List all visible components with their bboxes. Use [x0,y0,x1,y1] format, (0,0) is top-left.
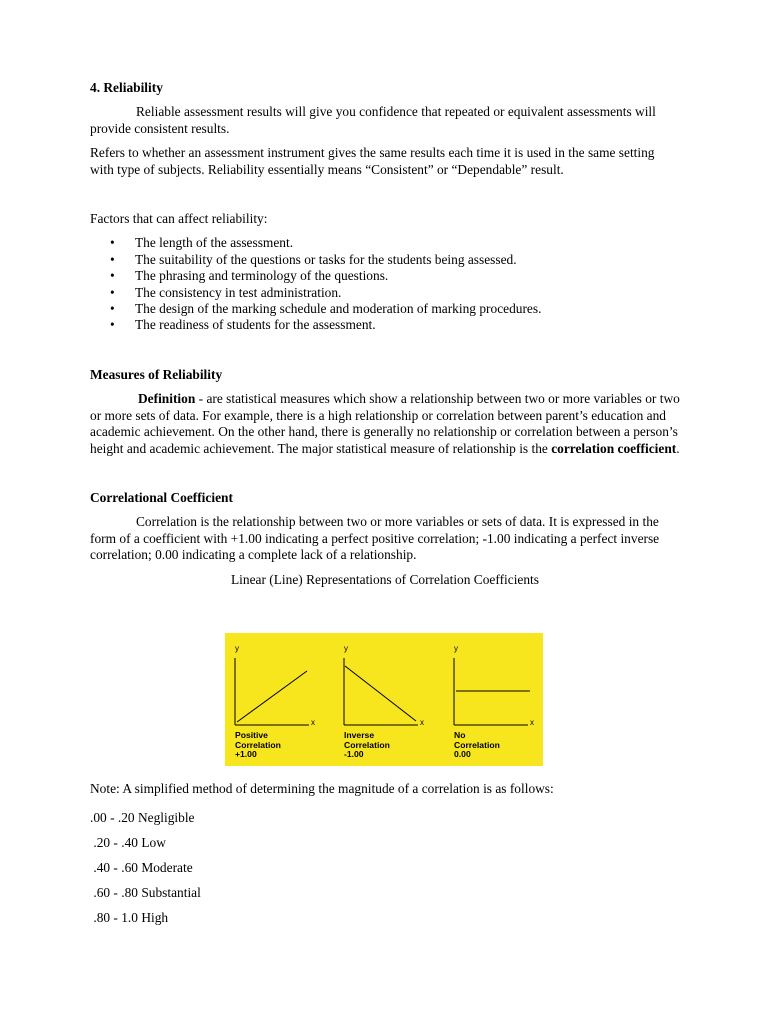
bullet-icon: • [110,235,115,251]
list-item: • The suitability of the questions or tasks for the students being assessed. [110,251,517,267]
panel-label-positive: Positive Correlation +1.00 [235,730,281,759]
magnitude-section [90,781,680,930]
list-item: • The consistency in test administration. [110,284,342,300]
definition-term: Definition [138,391,196,407]
bullet-icon: • [110,268,115,284]
x-axis-label: x [530,718,534,727]
factors-heading: Factors that can affect reliability: [90,211,268,227]
x-axis-label: x [420,718,424,727]
definition-paragraph: Definition - are statistical measures which show a relationship between two or more variables or two or more sets of data. For example, there is a high relationship or correlation between parent’s education and academic achievement. On the other hand, there is generally no relationship or correlation between a person’s height and academic achievement. The major statistical measure of relationship is the correlation coefficient. [90,391,680,456]
bullet-icon: • [110,301,115,317]
factors-list [90,235,680,333]
y-axis-label: y [454,644,458,653]
y-axis-label: y [235,644,239,653]
list-item: • The length of the assessment. [110,235,294,251]
panel-label-none: No Correlation 0.00 [454,730,500,759]
corr-paragraph: Correlation is the relationship between two or more variables or sets of data. It is expressed in the form of a coefficient with +1.00 indicating a perfect positive correlation; -1.00 indicating a perfect inverse correlation; 0.00 indicating a complete lack of a relationship. [90,514,660,563]
refers-paragraph: Refers to whether an assessment instrument gives the same results each time it is used in the same setting with type of subjects. Reliability essentially means “Consistent” or “Dependable” result. [90,145,655,177]
x-axis-label: x [311,718,315,727]
scale-row: .40 - .60 Moderate [90,860,193,876]
definition-strong-end: correlation coefficient [551,440,677,456]
scale-row: .00 - .20 Negligible [90,810,195,826]
correlation-line [345,666,416,721]
bullet-icon: • [110,251,115,267]
bullet-icon: • [110,284,115,300]
bullet-icon: • [110,317,115,333]
magnitude-scale [90,805,680,930]
list-item: • The readiness of students for the assessment. [110,317,376,333]
section-title: 4. Reliability [90,80,163,95]
note-text: Note: A simplified method of determining the magnitude of a correlation is as follows: [90,781,554,796]
intro-paragraph: Reliable assessment results will give you confidence that repeated or equivalent assessments will provide consistent results. [90,104,656,136]
correlation-figure [225,633,543,766]
corr-heading: Correlational Coefficient [90,489,233,505]
list-item: • The phrasing and terminology of the questions. [110,268,389,284]
scale-row: .20 - .40 Low [90,835,166,851]
y-axis-label: y [344,644,348,653]
measures-heading: Measures of Reliability [90,366,223,382]
panel-label-inverse: Inverse Correlation -1.00 [344,730,390,759]
figure-caption: Linear (Line) Representations of Correlation Coefficients [230,571,539,587]
scale-row: .80 - 1.0 High [90,910,169,926]
definition-text: - are statistical measures which show a relationship between two or more variables or two or more sets of data. For example, there is a high relationship or correlation between parent’s education and academic achievement. On the other hand, there is generally no relationship or correlation between a person’s height and academic achievement. The major statistical measure of relationship is the [90,391,680,456]
list-item: • The design of the marking schedule and moderation of marking procedures. [110,301,542,317]
document-page [90,80,680,588]
scale-row: .60 - .80 Substantial [90,885,201,901]
correlation-line [237,671,307,722]
